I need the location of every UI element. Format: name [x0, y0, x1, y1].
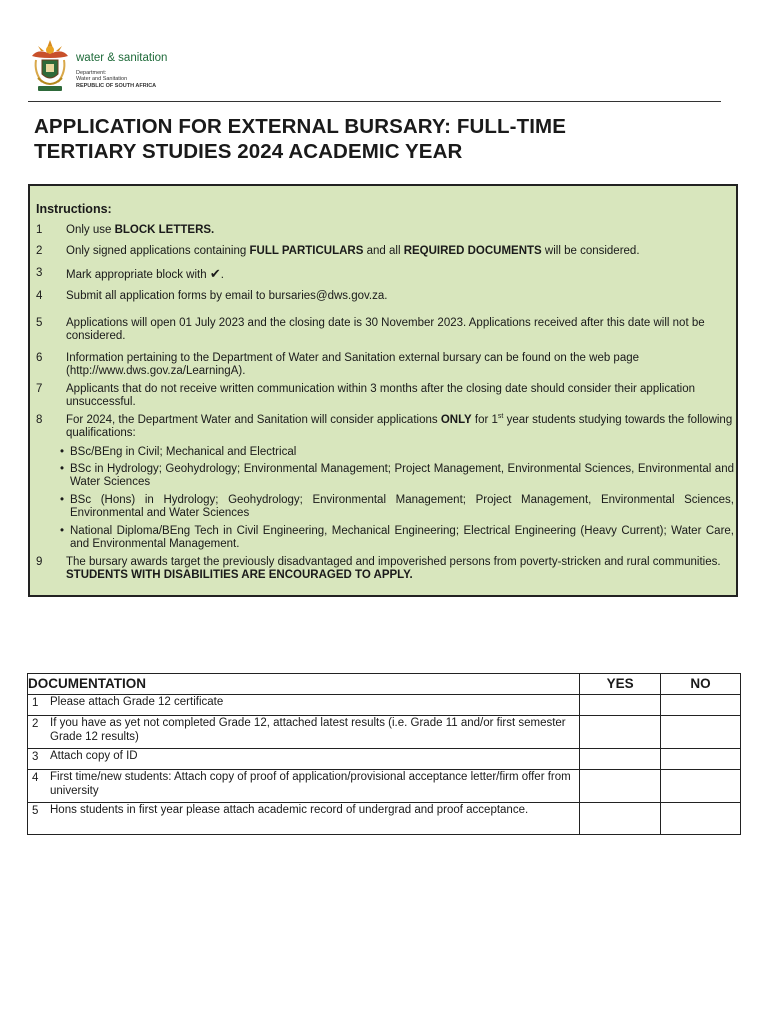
document-cell: [28, 716, 580, 749]
instruction-text: Information pertaining to the Department of Water and Sanitation external bursary can be found on the web page (http://www.dws.gov.za/LearningA).: [66, 352, 640, 377]
header-divider: [28, 101, 721, 102]
instruction-text: year students studying towards the following qualifications:: [66, 414, 733, 439]
instruction-text: for 1: [471, 414, 498, 426]
checkmark-icon: ✔: [209, 266, 221, 281]
dept-line-3: REPUBLIC OF SOUTH AFRICA: [76, 82, 157, 89]
department-lines: [76, 70, 156, 89]
table-row: [28, 770, 741, 803]
instruction-text: The bursary awards target the previously disadvantaged and impoverished persons from poverty-stricken and rural communities.: [66, 556, 721, 568]
bullet-icon: •: [60, 494, 65, 506]
document-cell: [28, 749, 580, 770]
no-checkbox-cell[interactable]: [661, 749, 741, 770]
page-title: [34, 114, 734, 164]
documentation-table: [27, 673, 741, 835]
title-line-2: TERTIARY STUDIES 2024 ACADEMIC YEAR: [34, 140, 463, 163]
instructions-heading: Instructions:: [36, 202, 112, 216]
document-description: Please attach Grade 12 certificate: [50, 696, 224, 708]
table-row: [28, 749, 741, 770]
yes-checkbox-cell[interactable]: [580, 770, 661, 803]
document-cell: [28, 695, 580, 716]
dept-line-1: Department:: [76, 70, 107, 76]
qualification-text: BSc/BEng in Civil; Mechanical and Electrical: [70, 446, 297, 458]
yes-checkbox-cell[interactable]: [580, 695, 661, 716]
column-header-no: NO: [661, 674, 741, 695]
yes-checkbox-cell[interactable]: [580, 716, 661, 749]
row-number: 2: [32, 718, 39, 730]
document-description: Hons students in first year please attach academic record of undergrad and proof acceptance.: [50, 804, 529, 816]
instruction-text: Applicants that do not receive written communication within 3 months after the closing date should consider their application unsuccessful.: [66, 383, 696, 408]
bullet-icon: •: [60, 525, 65, 537]
instruction-number: 2: [36, 245, 43, 257]
qualification-text: BSc in Hydrology; Geohydrology; Environmental Management; Project Management, Environmental Sciences, Environmental and Water Sciences: [70, 463, 734, 488]
column-header-documentation: DOCUMENTATION: [28, 674, 580, 695]
row-number: 3: [32, 751, 39, 763]
no-checkbox-cell[interactable]: [661, 770, 741, 803]
qualification-text: BSc (Hons) in Hydrology; Geohydrology; Environmental Management; Project Management, Environmental Sciences, Environmental and Water Sciences: [70, 494, 734, 519]
brand-name: water & sanitation: [76, 52, 168, 64]
instruction-number: 7: [36, 383, 43, 395]
document-description: If you have as yet not completed Grade 12, attached latest results (i.e. Grade 11 and/or first semester Grade 12 results): [50, 717, 566, 743]
instruction-emphasis: ONLY: [440, 414, 472, 426]
instructions-box: [28, 184, 738, 597]
no-checkbox-cell[interactable]: [661, 803, 741, 835]
column-header-yes: YES: [580, 674, 661, 695]
table-row: [28, 695, 741, 716]
instruction-text: Applications will open 01 July 2023 and the closing date is 30 November 2023. Applications received after this date will not be considered.: [66, 317, 705, 342]
dept-line-2: Water and Sanitation: [76, 76, 128, 83]
document-description: Attach copy of ID: [50, 750, 138, 762]
instruction-emphasis: BLOCK LETTERS.: [114, 224, 215, 236]
instruction-text: Only use: [66, 224, 115, 236]
instruction-emphasis: REQUIRED DOCUMENTS: [403, 245, 542, 257]
table-row: [28, 803, 741, 835]
instruction-number: 1: [36, 224, 43, 236]
instruction-emphasis: FULL PARTICULARS: [249, 245, 364, 257]
table-header-row: [28, 674, 741, 695]
no-checkbox-cell[interactable]: [661, 695, 741, 716]
instruction-number: 3: [36, 267, 43, 279]
instruction-text: and all: [363, 245, 404, 257]
document-description: First time/new students: Attach copy of proof of application/provisional acceptance letter/firm offer from university: [50, 771, 571, 797]
south-africa-coat-of-arms-icon: [28, 38, 72, 94]
instruction-number: 5: [36, 317, 43, 329]
instruction-text: Submit all application forms by email to bursaries@dws.gov.za.: [66, 290, 388, 302]
yes-checkbox-cell[interactable]: [580, 803, 661, 835]
instruction-number: 6: [36, 352, 43, 364]
instruction-number: 9: [36, 556, 43, 568]
yes-checkbox-cell[interactable]: [580, 749, 661, 770]
instruction-text: For 2024, the Department Water and Sanitation will consider applications: [66, 414, 441, 426]
instruction-emphasis: STUDENTS WITH DISABILITIES ARE ENCOURAGED TO APPLY.: [66, 569, 413, 581]
instruction-number: 8: [36, 414, 43, 426]
bullet-icon: •: [60, 446, 65, 458]
row-number: 1: [32, 697, 39, 709]
title-line-1: APPLICATION FOR EXTERNAL BURSARY: FULL-TIME: [34, 115, 566, 138]
qualification-text: National Diploma/BEng Tech in Civil Engineering, Mechanical Engineering; Electrical Engineering (Heavy Current); Water Care, and Environmental Management.: [70, 525, 734, 550]
document-cell: [28, 770, 580, 803]
instruction-text: will be considered.: [541, 245, 640, 257]
instruction-text: Mark appropriate block with: [66, 269, 210, 281]
department-logo: [28, 38, 188, 96]
document-cell: [28, 803, 580, 835]
bullet-icon: •: [60, 463, 65, 475]
no-checkbox-cell[interactable]: [661, 716, 741, 749]
table-row: [28, 716, 741, 749]
instruction-text: .: [220, 269, 224, 281]
instruction-text: Only signed applications containing: [66, 245, 250, 257]
row-number: 5: [32, 805, 39, 817]
row-number: 4: [32, 772, 39, 784]
instruction-number: 4: [36, 290, 43, 302]
instruction-superscript: st: [497, 413, 504, 421]
